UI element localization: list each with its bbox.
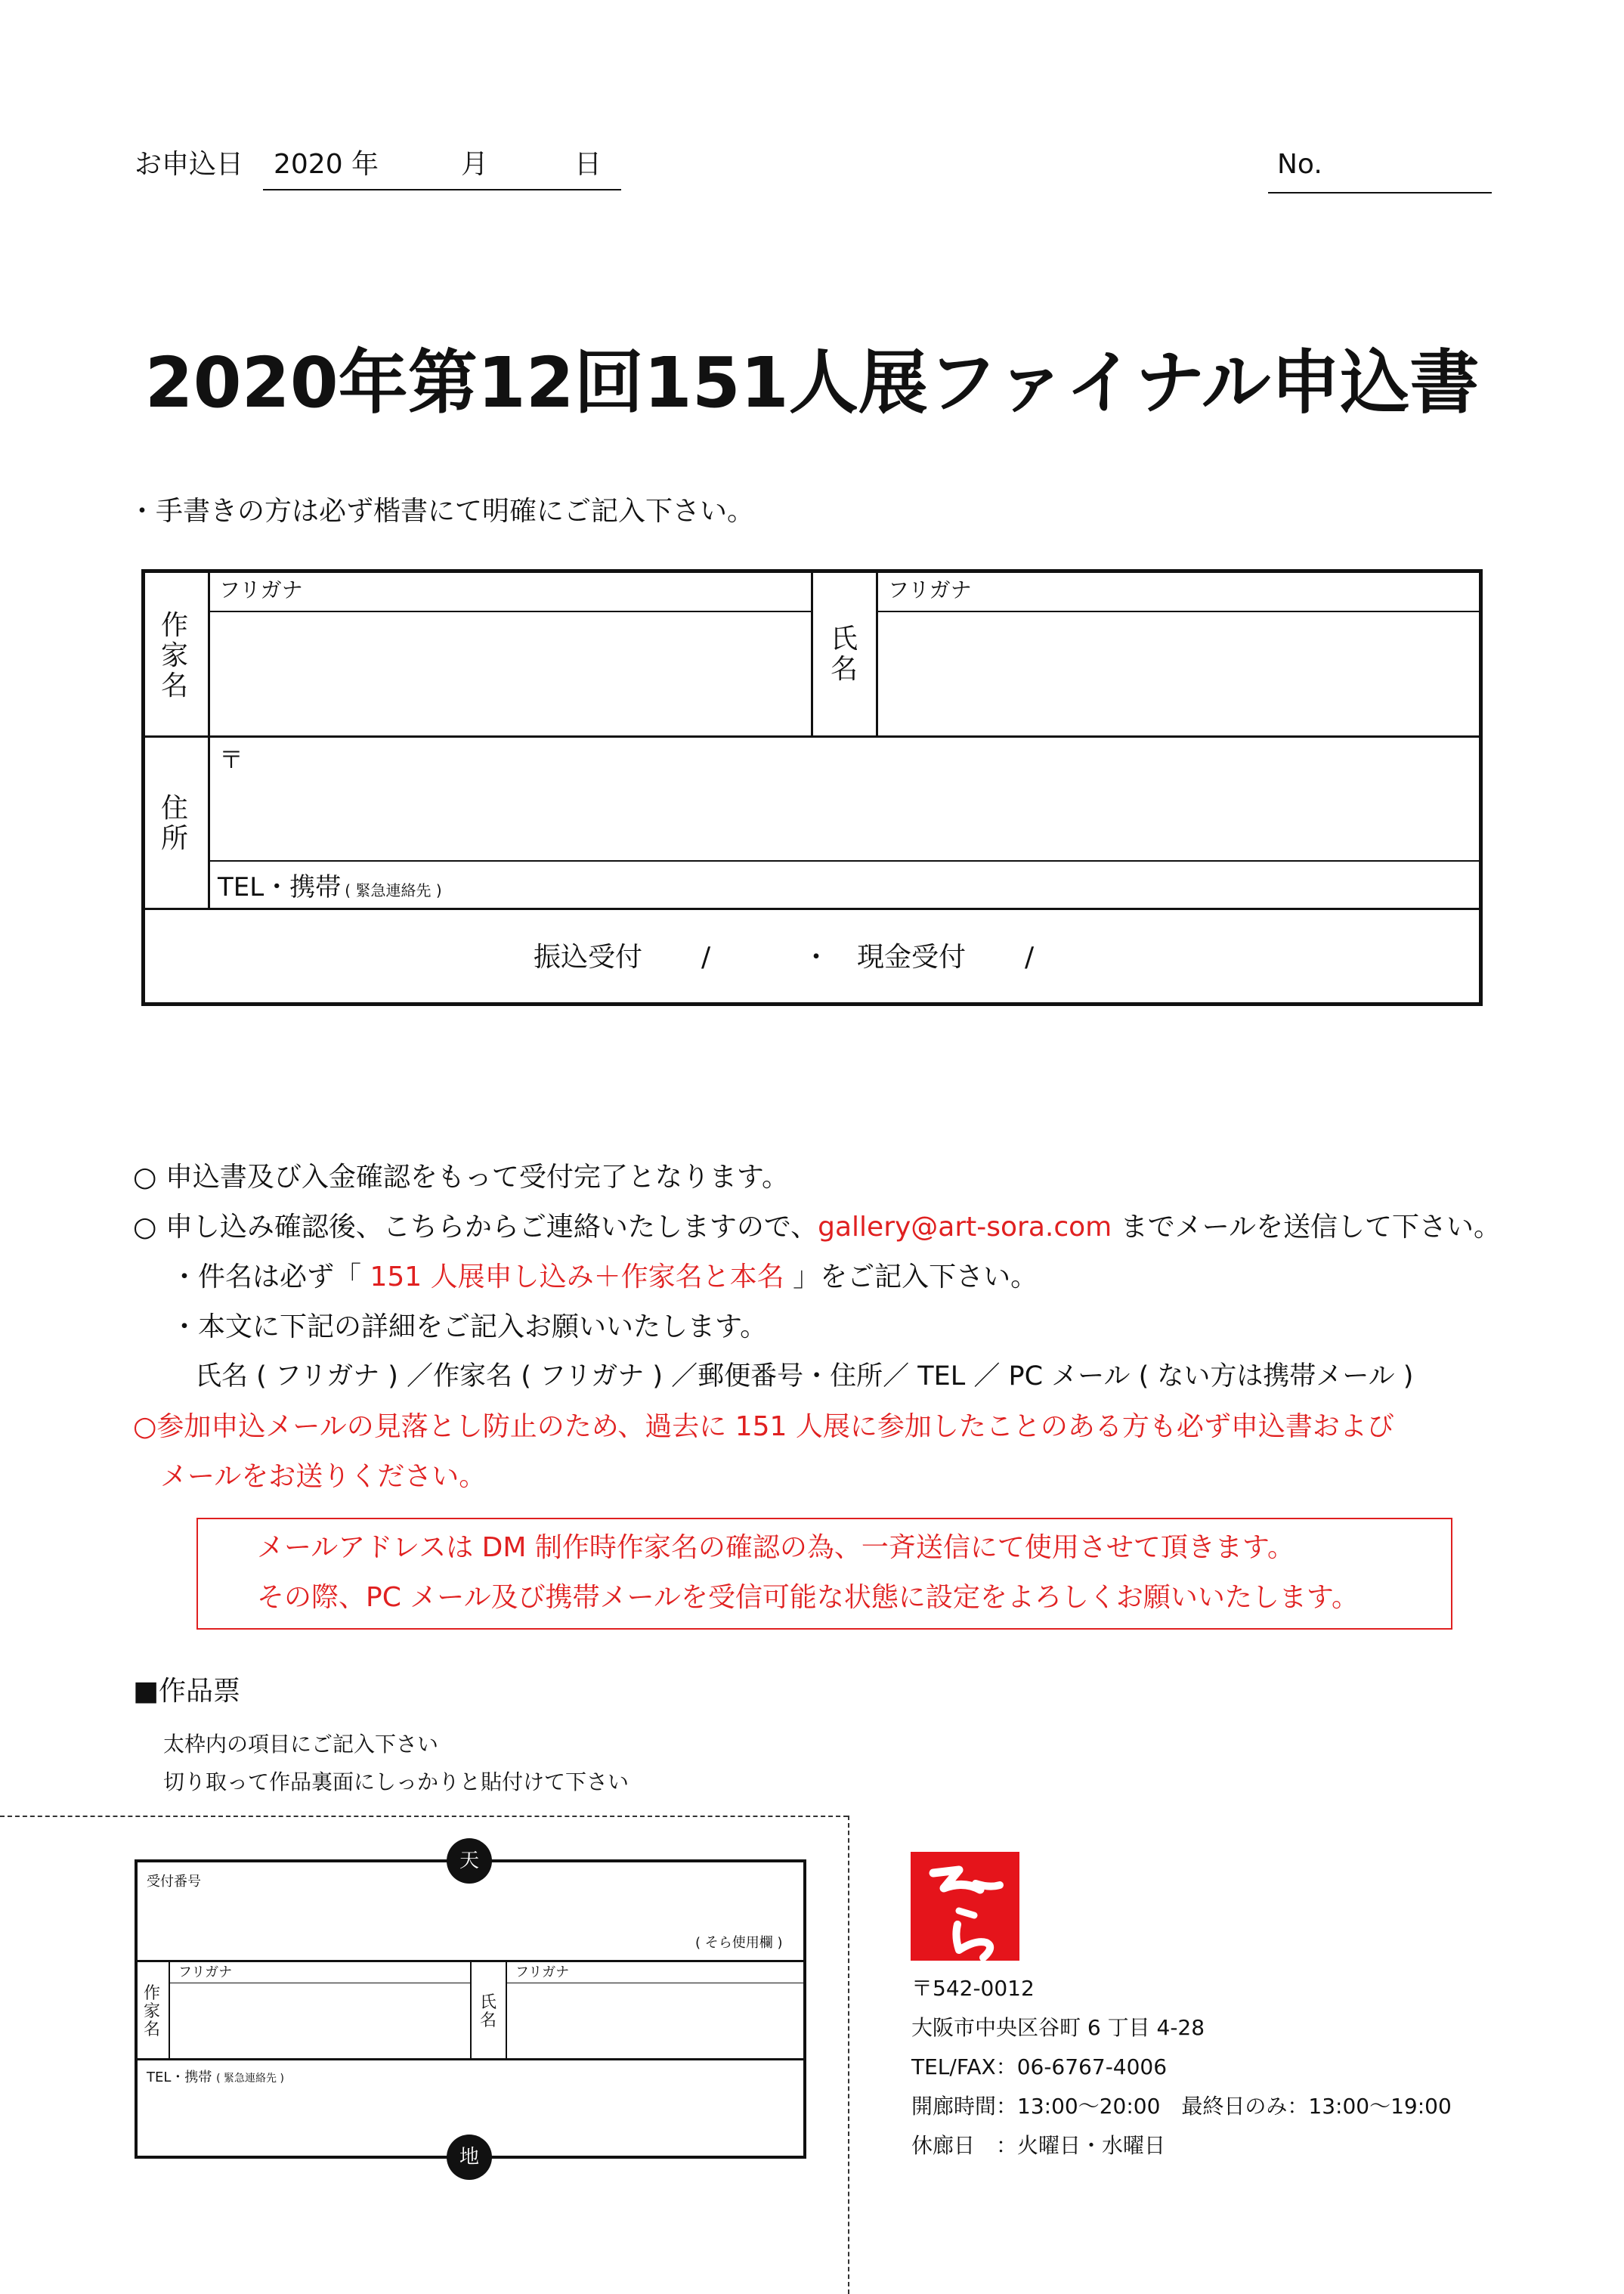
cut-line-horizontal	[0, 1816, 848, 1817]
ticket-sora-use-label: ( そら使用欄 )	[695, 1935, 783, 1951]
ticket-real-name-furigana: フリガナ	[515, 1964, 570, 1980]
number-label: No.	[1277, 149, 1322, 180]
email-notice-line-2: その際、PC メール及び携帯メールを受信可能な状態に設定をよろしくお願いいたします。	[257, 1582, 1359, 1613]
ticket-tel-note: ( 緊急連絡先 )	[216, 2073, 284, 2085]
tel-label: TEL・携帯	[218, 872, 342, 902]
tel-note: ( 緊急連絡先 )	[345, 881, 442, 899]
payment-transfer-label: 振込受付	[534, 942, 643, 973]
date-day-label: 日	[574, 149, 602, 180]
row-divider-address-payment	[141, 908, 1483, 910]
row-divider-name-address	[141, 735, 1483, 738]
tel-line	[208, 860, 1483, 862]
date-year: 2020 年	[274, 149, 379, 180]
note-line-3-post: 」をご記入下さい。	[784, 1262, 1038, 1293]
artist-name-field[interactable]	[215, 614, 808, 733]
address-label: 住所	[160, 793, 188, 854]
ticket-artist-name-field[interactable]	[172, 1986, 467, 2055]
note-line-2-pre: ○ 申し込み確認後、こちらからご連絡いたしますので、	[133, 1212, 818, 1243]
subject-format: 151 人展申し込み＋作家名と本名	[370, 1262, 784, 1293]
gallery-postal: 〒542-0012	[911, 1976, 1035, 2001]
postal-mark: 〒	[219, 745, 244, 774]
tel-label-group	[218, 866, 442, 903]
label-column-divider	[208, 569, 210, 908]
page-title: 2020年第12回151人展ファイナル申込書	[144, 342, 1480, 423]
ticket-artist-furigana: フリガナ	[178, 1964, 233, 1980]
payment-cash-slash: /	[1025, 942, 1035, 973]
sora-logo	[911, 1852, 1019, 1961]
top-badge: 天	[447, 1838, 492, 1884]
real-name-furigana-label: フリガナ	[888, 577, 972, 602]
real-name-furigana-line	[876, 611, 1483, 612]
payment-transfer-slash: /	[701, 942, 711, 973]
ticket-divider-middle	[135, 2058, 806, 2060]
ticket-real-name-field[interactable]	[509, 1986, 803, 2055]
ticket-tel-field[interactable]	[147, 2090, 797, 2153]
ticket-instruction-1: 太枠内の項目にご記入下さい	[163, 1732, 439, 1757]
cut-line-vertical	[848, 1816, 849, 2294]
ticket-artist-name-label: 作家名	[143, 1984, 160, 2039]
artist-block-divider	[811, 569, 813, 735]
gallery-address: 大阪市中央区谷町 6 丁目 4-28	[911, 2015, 1205, 2040]
note-line-2	[133, 1211, 1501, 1243]
ticket-tel-label: TEL・携帯	[147, 2070, 212, 2085]
tel-field[interactable]	[499, 864, 1474, 903]
date-label: お申込日	[135, 149, 244, 180]
ticket-section-heading: ■作品票	[133, 1676, 241, 1707]
ticket-artist-divider	[470, 1960, 472, 2058]
ticket-instruction-2: 切り取って作品裏面にしっかりと貼付けて下さい	[163, 1769, 629, 1794]
ticket-receipt-label: 受付番号	[147, 1874, 201, 1890]
note-line-6: ○参加申込メールの見落とし防止のため、過去に 151 人展に参加したことのある方も必ず申込書および	[133, 1411, 1394, 1442]
date-month-label: 月	[461, 149, 489, 180]
ticket-real-name-divider	[506, 1960, 507, 2058]
note-line-1: ○ 申込書及び入金確認をもって受付完了となります。	[133, 1162, 789, 1193]
artist-furigana-label: フリガナ	[219, 577, 303, 602]
sora-logo-mark	[911, 1852, 1019, 1961]
note-line-3-pre: ・件名は必ず「	[171, 1262, 370, 1293]
note-line-3	[171, 1261, 1038, 1293]
number-underline	[1268, 192, 1492, 193]
real-name-field[interactable]	[884, 614, 1477, 733]
note-line-5: 氏名 ( フリガナ ) ／作家名 ( フリガナ ) ／郵便番号・住所／ TEL ／ PC メール ( ない方は携帯メール )	[195, 1361, 1414, 1392]
real-name-label: 氏名	[830, 624, 858, 685]
ticket-tel-group	[147, 2070, 284, 2086]
gallery-hours: 開廊時間：13:00〜20:00 最終日のみ：13:00〜19:00	[911, 2094, 1452, 2119]
payment-cash-label: 現金受付	[857, 942, 967, 973]
note-line-7: メールをお送りください。	[160, 1461, 487, 1492]
note-line-2-post: までメールを送信して下さい。	[1112, 1212, 1501, 1243]
note-line-4: ・本文に下記の詳細をご記入お願いいたします。	[171, 1311, 768, 1342]
artist-name-label: 作家名	[160, 610, 188, 701]
payment-separator: ・	[803, 942, 831, 973]
ticket-label-divider	[169, 1960, 170, 2058]
artist-furigana-line	[208, 611, 811, 612]
bottom-badge: 地	[447, 2135, 492, 2180]
gallery-tel-fax: TEL/FAX：06-6767-4006	[911, 2054, 1168, 2079]
email-notice-line-1: メールアドレスは DM 制作時作家名の確認の為、一斉送信にて使用させて頂きます。	[257, 1532, 1295, 1563]
real-name-label-divider	[876, 569, 878, 735]
date-underline	[263, 189, 621, 190]
gallery-closed-days: 休廊日 ：火曜日・水曜日	[911, 2133, 1166, 2158]
ticket-real-name-label: 氏名	[479, 1993, 496, 2030]
contact-email-link[interactable]: gallery@art-sora.com	[818, 1212, 1112, 1243]
handwriting-instruction: ・手書きの方は必ず楷書にて明確にご記入下さい。	[128, 496, 755, 527]
address-field[interactable]	[215, 741, 1477, 857]
